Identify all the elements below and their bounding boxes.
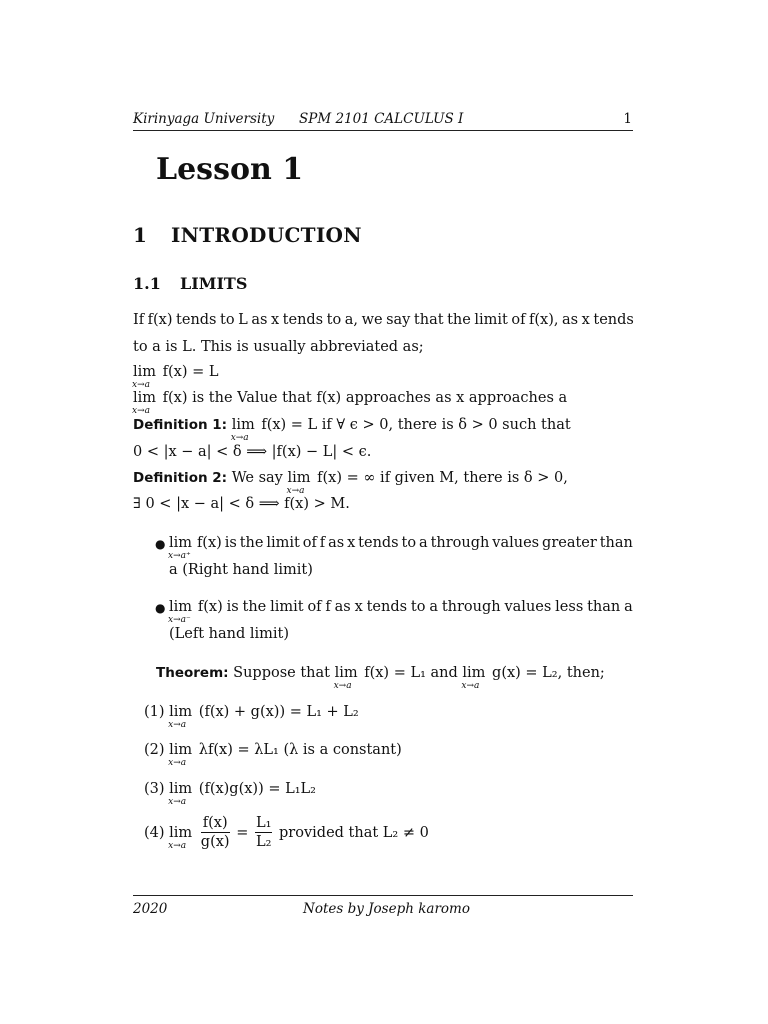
word: to — [220, 312, 235, 328]
word: f — [325, 599, 331, 615]
word: limit — [266, 535, 300, 551]
theorem-label: Theorem: — [156, 665, 229, 681]
limit-equation-2 — [132, 389, 568, 416]
bullet-2-line-1 — [168, 598, 633, 625]
section-number: 1 — [133, 223, 148, 247]
word: as — [328, 535, 345, 551]
limit-equation-1 — [132, 363, 219, 390]
fraction-fx-gx: $\frac{f(x)}{g(x)}$ — [200, 815, 230, 850]
word: values — [492, 535, 540, 551]
bullet-2-line-2: (Left hand limit) — [169, 626, 290, 642]
header-course: SPM 2101 CALCULUS I — [299, 111, 464, 127]
word: limit — [474, 312, 508, 328]
word: we — [361, 312, 383, 328]
page-number: 1 — [623, 111, 632, 127]
definition-1-text: f(x) = L if ∀ ϵ > 0, there is δ > 0 such that — [261, 417, 571, 433]
intro-line-2: to a is L. This is usually abbreviated as; — [133, 339, 424, 355]
definition-2-label: Definition 2: — [133, 470, 228, 486]
rule-expression: λf(x) = λL₁ (λ is a constant) — [198, 742, 402, 758]
word: values — [504, 599, 552, 615]
word: through — [430, 535, 490, 551]
definition-2 — [133, 469, 568, 496]
theorem-part-1: f(x) = L₁ and — [364, 665, 458, 681]
word: a — [419, 535, 428, 551]
lim-operator: lim x→a — [168, 704, 193, 730]
section-heading — [133, 223, 362, 247]
theorem — [156, 664, 605, 691]
rule-2 — [144, 741, 402, 768]
fraction-l1-l2: $\frac{\text{L₁}}{\text{L₂}}$ — [255, 815, 272, 850]
word: a — [429, 599, 438, 615]
definition-1-label: Definition 1: — [133, 417, 228, 433]
definition-2-text: f(x) = ∞ if given M, there is δ > 0, — [317, 470, 568, 486]
lim-operator: lim x→a — [132, 390, 157, 416]
bullet-1-line-1 — [168, 534, 633, 561]
rule-number: (2) — [144, 742, 165, 758]
rule-1 — [144, 703, 359, 730]
rule-expression: (f(x)g(x)) = L₁L₂ — [198, 781, 316, 797]
word: the — [242, 599, 267, 615]
limit-equation-1-expr: f(x) = L — [162, 364, 219, 380]
word: a, — [344, 312, 359, 328]
theorem-part-2: g(x) = L₂, then; — [492, 665, 605, 681]
subsection-heading — [133, 274, 247, 293]
definition-2-pre: We say — [231, 470, 283, 486]
footer-year: 2020 — [133, 901, 168, 917]
word: If — [133, 312, 145, 328]
lim-operator: lim x→a⁻ — [168, 599, 193, 625]
bullet-dot: ● — [155, 537, 166, 551]
lim-operator: lim x→a — [168, 781, 193, 807]
word: than — [599, 535, 633, 551]
word: f — [319, 535, 326, 551]
word: f(x) — [147, 312, 173, 328]
subsection-title: LIMITS — [180, 274, 248, 293]
rule-number: (1) — [144, 704, 165, 720]
word: f(x) — [196, 535, 222, 551]
lim-operator: lim x→a — [168, 742, 193, 768]
lesson-title: Lesson 1 — [156, 152, 304, 187]
section-title: INTRODUCTION — [171, 223, 362, 247]
word: tends — [358, 535, 399, 551]
running-header — [133, 109, 633, 131]
word: tends — [593, 312, 634, 328]
word: as — [251, 312, 268, 328]
subsection-number: 1.1 — [133, 274, 161, 293]
definition-1-line-2: 0 < |x − a| < δ ⟹ |f(x) − L| < ϵ. — [133, 444, 372, 460]
word: say — [386, 312, 411, 328]
rule-number: (3) — [144, 781, 165, 797]
rule-expression: (f(x) + g(x)) = L₁ + L₂ — [198, 704, 359, 720]
header-institution: Kirinyaga University — [133, 111, 275, 127]
word: greater — [542, 535, 597, 551]
word: f(x) — [197, 599, 223, 615]
word: is — [226, 599, 239, 615]
running-footer — [133, 895, 633, 917]
lim-operator: lim x→a — [333, 665, 358, 691]
word: to — [326, 312, 342, 328]
rule-3 — [144, 780, 316, 807]
word: the — [239, 535, 264, 551]
word: is — [224, 535, 237, 551]
bullet-1-line-2: a (Right hand limit) — [169, 562, 313, 578]
word: through — [441, 599, 501, 615]
footer-author: Notes by Joseph karomo — [303, 901, 470, 917]
word: limit — [270, 599, 304, 615]
definition-2-line-2: ∃ 0 < |x − a| < δ ⟹ f(x) > M. — [133, 496, 350, 512]
word: to — [401, 535, 417, 551]
lim-operator: lim x→a⁺ — [168, 535, 193, 561]
bullet-dot: ● — [155, 601, 166, 615]
word: as — [334, 599, 351, 615]
lim-operator: lim x→a — [230, 417, 255, 443]
word: the — [447, 312, 471, 328]
word: to — [410, 599, 426, 615]
word: x — [581, 312, 590, 328]
lim-operator: lim x→a — [132, 364, 157, 390]
word: x — [347, 535, 356, 551]
lim-operator: lim x→a — [168, 825, 193, 851]
word: of — [307, 599, 322, 615]
word: a — [624, 599, 633, 615]
word: of — [302, 535, 317, 551]
limit-equation-2-expr: f(x) is the Value that f(x) approaches as x approaches a — [162, 390, 568, 406]
rule-4-tail: provided that L₂ ≠ 0 — [279, 825, 429, 841]
lim-operator: lim x→a — [286, 470, 311, 496]
word: of — [511, 312, 526, 328]
word: as — [562, 312, 579, 328]
word: tends — [282, 312, 324, 328]
word: than — [587, 599, 621, 615]
word: x — [270, 312, 280, 328]
intro-line-1 — [133, 311, 634, 329]
theorem-pre: Suppose that — [233, 665, 330, 681]
equals-sign: = — [236, 825, 249, 841]
word: x — [354, 599, 363, 615]
word: less — [555, 599, 584, 615]
word: that — [413, 312, 444, 328]
rule-4 — [144, 815, 429, 851]
lim-operator: lim x→a — [461, 665, 486, 691]
word: L — [238, 312, 248, 328]
rule-number: (4) — [144, 825, 165, 841]
word: f(x), — [529, 312, 559, 328]
word: tends — [366, 599, 408, 615]
definition-1 — [133, 416, 571, 443]
word: tends — [176, 312, 217, 328]
